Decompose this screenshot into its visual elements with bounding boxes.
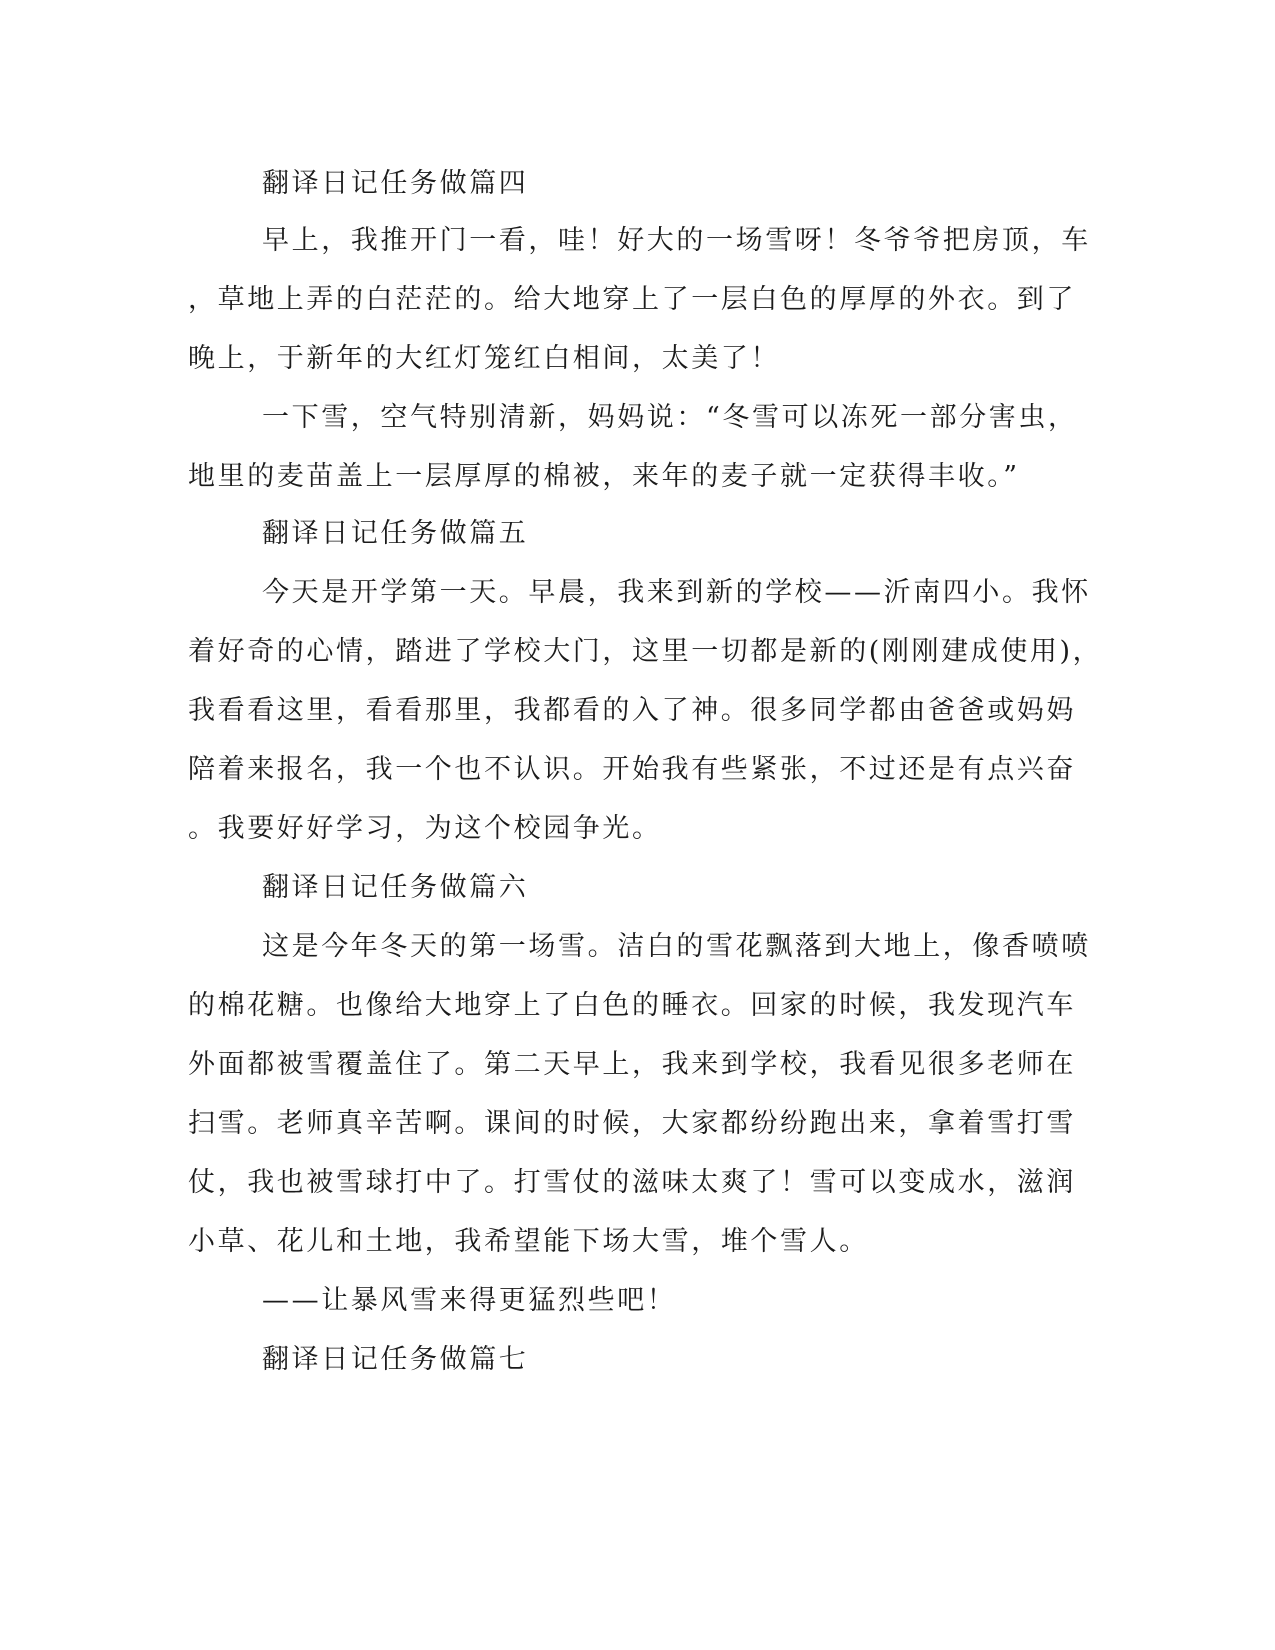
paragraph-line: 晚上，于新年的大红灯笼红白相间，太美了！ — [188, 343, 780, 374]
paragraph-line: 这是今年冬天的第一场雪。洁白的雪花飘落到大地上，像香喷喷 — [262, 931, 1091, 962]
paragraph-line: 小草、花儿和土地，我希望能下场大雪，堆个雪人。 — [188, 1226, 869, 1257]
paragraph-line: ，草地上弄的白茫茫的。给大地穿上了一层白色的厚厚的外衣。到了 — [188, 284, 1076, 315]
paragraph-line: 早上，我推开门一看，哇！好大的一场雪呀！冬爷爷把房顶，车 — [262, 225, 1091, 256]
paragraph-line: 。我要好好学习，为这个校园争光。 — [188, 813, 662, 844]
section-heading-5: 翻译日记任务做篇五 — [262, 518, 529, 549]
paragraph-line: 一下雪，空气特别清新，妈妈说：“冬雪可以冻死一部分害虫， — [262, 402, 1078, 433]
paragraph-line: 着好奇的心情，踏进了学校大门，这里一切都是新的(刚刚建成使用)， — [188, 636, 1103, 667]
paragraph-line: 陪着来报名，我一个也不认识。开始我有些紧张，不过还是有点兴奋 — [188, 754, 1076, 785]
paragraph-line: 外面都被雪覆盖住了。第二天早上，我来到学校，我看见很多老师在 — [188, 1049, 1076, 1080]
paragraph-line: 今天是开学第一天。早晨，我来到新的学校——沂南四小。我怀 — [262, 577, 1091, 608]
section-heading-4: 翻译日记任务做篇四 — [262, 168, 529, 199]
section-heading-7: 翻译日记任务做篇七 — [262, 1344, 529, 1375]
paragraph-line: 地里的麦苗盖上一层厚厚的棉被，来年的麦子就一定获得丰收。” — [188, 461, 1020, 492]
paragraph-line: 仗，我也被雪球打中了。打雪仗的滋味太爽了！雪可以变成水，滋润 — [188, 1167, 1076, 1198]
paragraph-line: 的棉花糖。也像给大地穿上了白色的睡衣。回家的时候，我发现汽车 — [188, 990, 1076, 1021]
paragraph-line: 我看看这里，看看那里，我都看的入了神。很多同学都由爸爸或妈妈 — [188, 695, 1076, 726]
section-heading-6: 翻译日记任务做篇六 — [262, 872, 529, 903]
paragraph-line: 扫雪。老师真辛苦啊。课间的时候，大家都纷纷跑出来，拿着雪打雪 — [188, 1108, 1076, 1139]
paragraph-line: ——让暴风雪来得更猛烈些吧！ — [262, 1285, 677, 1316]
